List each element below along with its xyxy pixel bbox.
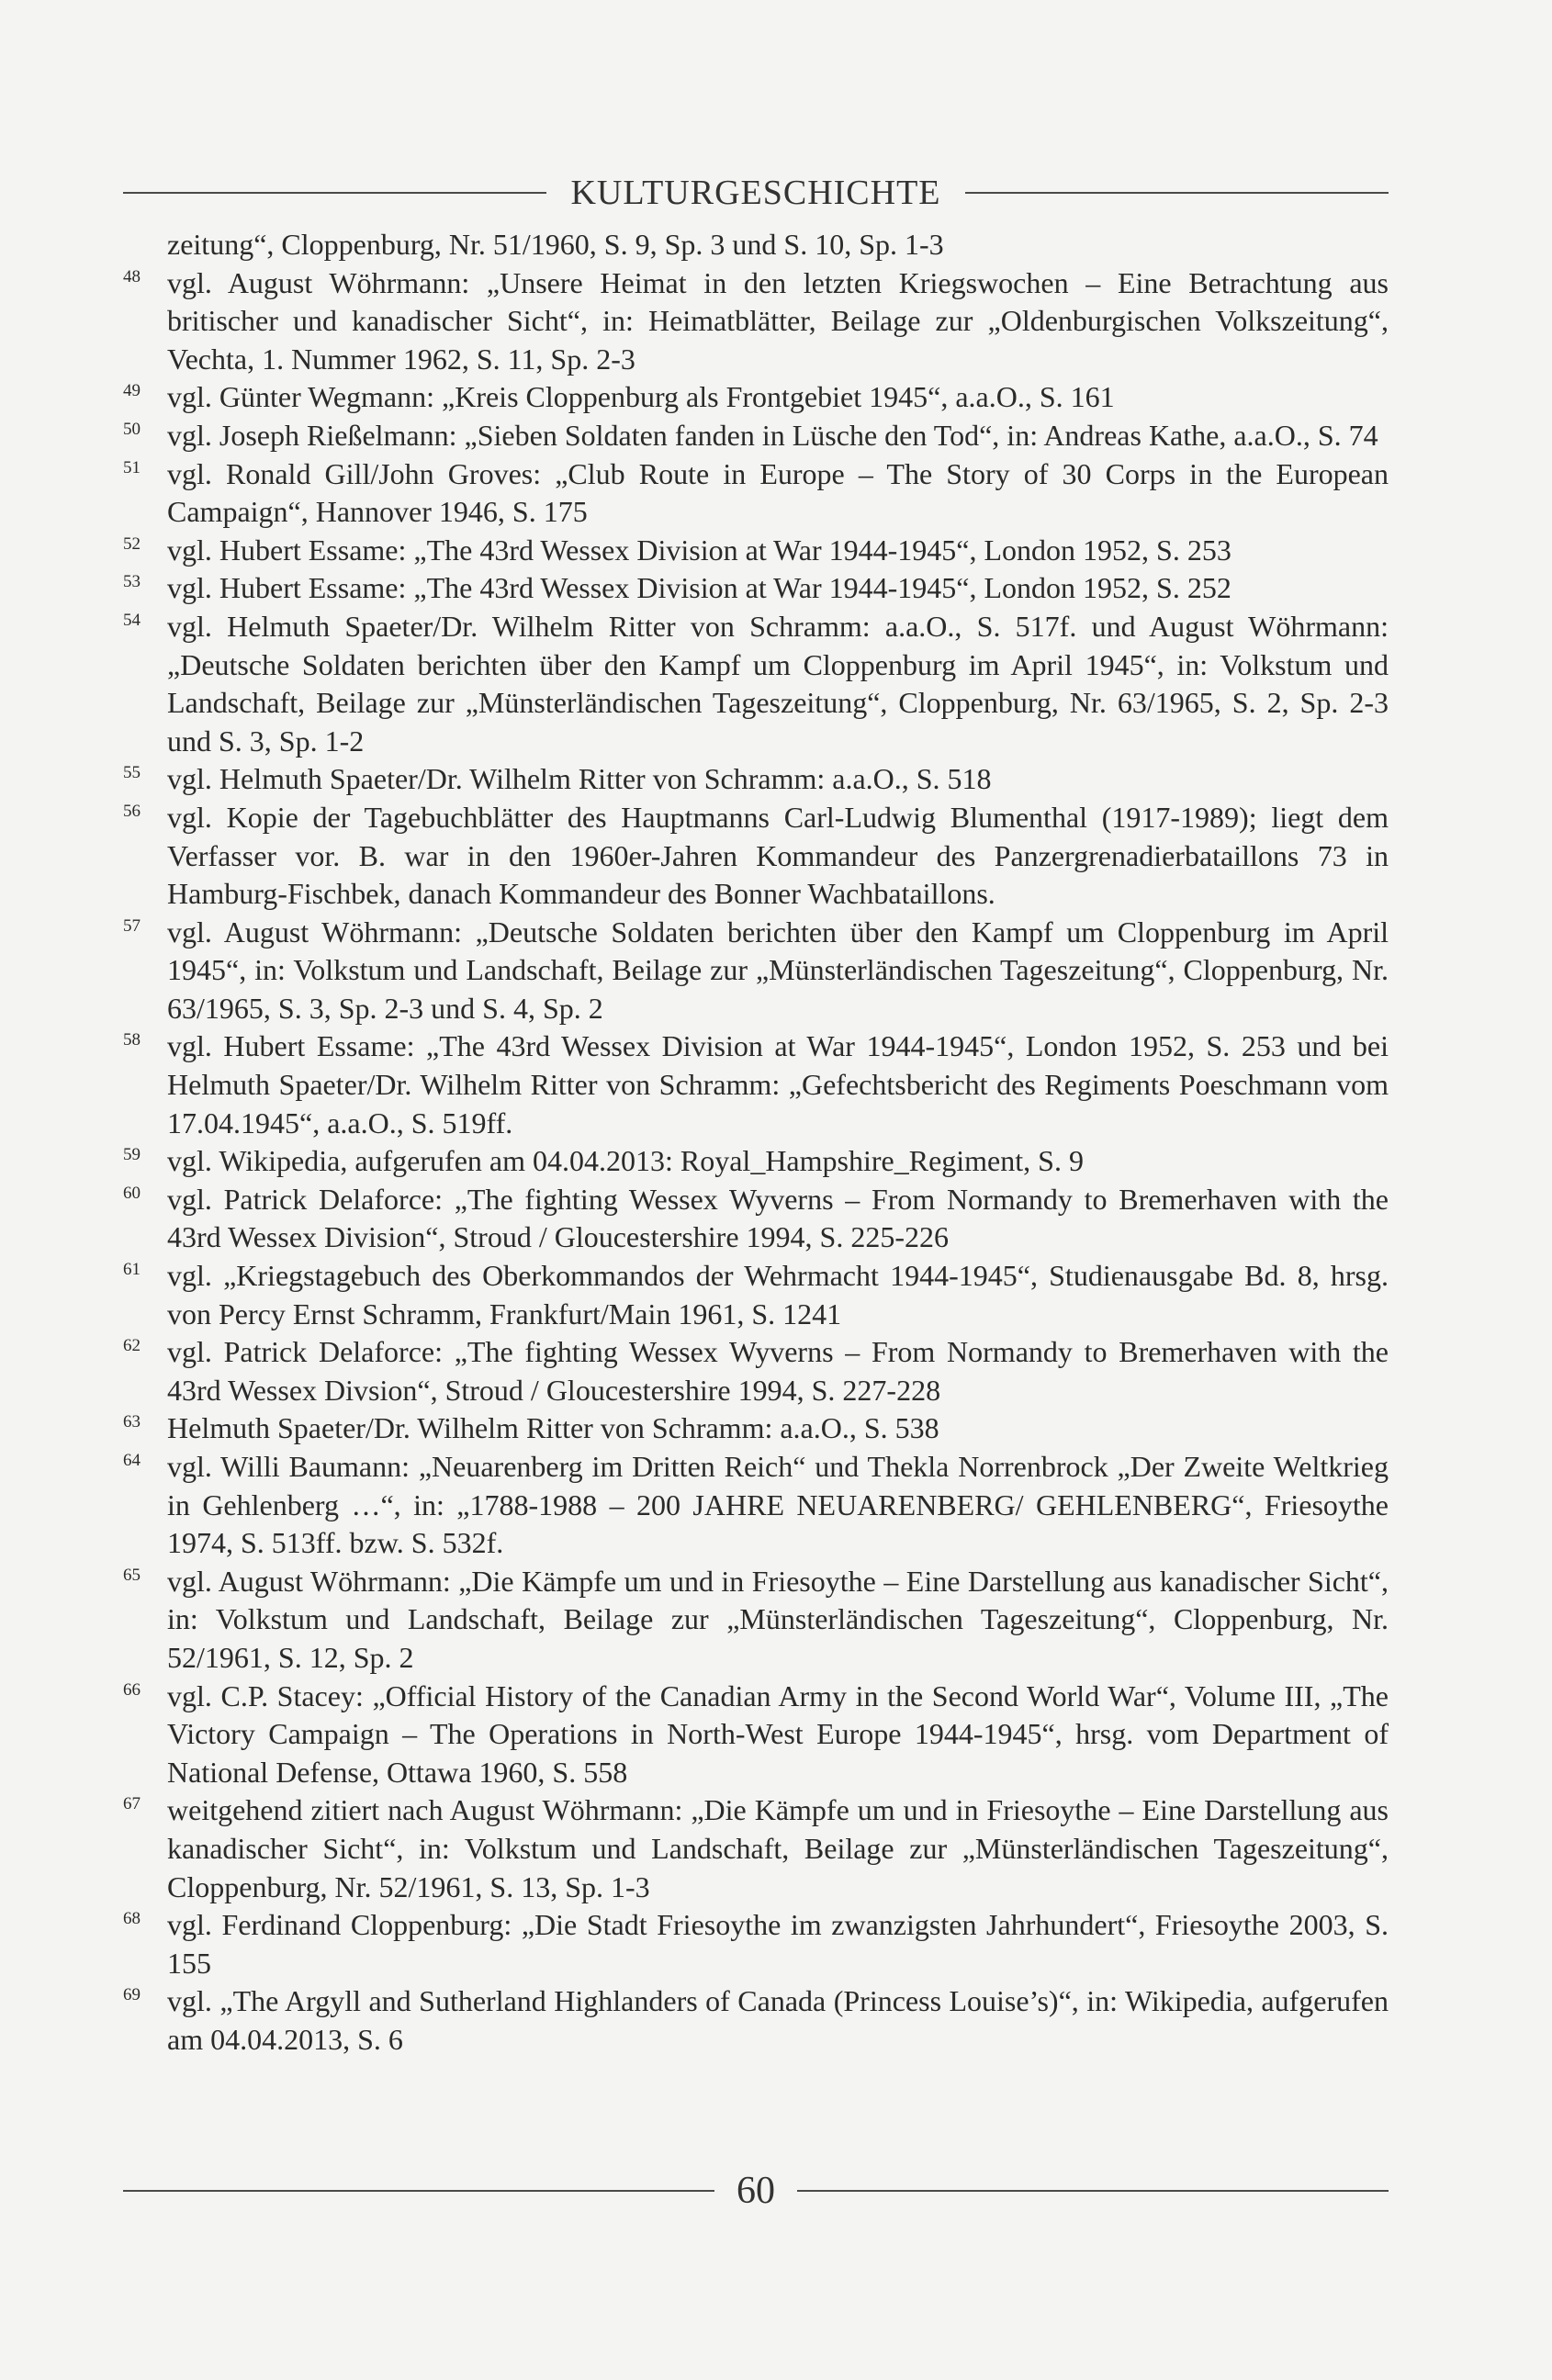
footnote-text: vgl. Günter Wegmann: „Kreis Cloppenburg als Frontgebiet 1945“, a.a.O., S. 161 [167, 380, 1115, 414]
footnote [123, 264, 1389, 379]
footnote-text: vgl. Ronald Gill/John Groves: „Club Route in Europe – The Story of 30 Corps in the European Campaign“, Hannover 1946, S. 175 [167, 456, 1389, 529]
footnote-text: vgl. August Wöhrmann: „Unsere Heimat in den letzten Kriegswochen – Eine Betrachtung aus britischer und kanadischer Sicht“, in: Heimatblätter, Beilage zur „Oldenburgischen Volkszeitung“, Vechta, 1. Nummer 1962, S. 11, Sp. 2-3 [167, 265, 1389, 376]
footnote [123, 417, 1389, 455]
footnote-text: vgl. Hubert Essame: „The 43rd Wessex Division at War 1944-1945“, London 1952, S. 253 und bei Helmuth Spaeter/Dr. Wilhelm Ritter von Schramm: „Gefechtsbericht des Regiments Poeschmann vom 17.04.1945“, a.a.O., S. 519ff. [167, 1029, 1389, 1139]
footnote [123, 608, 1389, 760]
footnote-number: 61 [123, 1260, 141, 1280]
footnote-number: 60 [123, 1183, 141, 1203]
footnote-text: vgl. Hubert Essame: „The 43rd Wessex Division at War 1944-1945“, London 1952, S. 252 [167, 571, 1231, 605]
footnote-text: vgl. „The Argyll and Sutherland Highlanders of Canada (Princess Louise’s)“, in: Wikipedia, aufgerufen am 04.04.2013, S. 6 [167, 1984, 1389, 2056]
footnote-text: weitgehend zitiert nach August Wöhrmann: „Die Kämpfe um und in Friesoythe – Eine Darstellung aus kanadischer Sicht“, in: Volkstum und Landschaft, Beilage zur „Münsterländischen Tageszeitung“, Cloppenburg, Nr. 52/1961, S. 13, Sp. 1-3 [167, 1793, 1389, 1903]
footnote-text: vgl. Ferdinand Cloppenburg: „Die Stadt Friesoythe im zwanzigsten Jahrhundert“, Friesoythe 2003, S. 155 [167, 1908, 1389, 1980]
footnote-number: 53 [123, 572, 141, 592]
footnote-text: vgl. Joseph Rießelmann: „Sieben Soldaten fanden in Lüsche den Tod“, in: Andreas Kathe, a.a.O., S. 74 [167, 418, 1378, 452]
footnote-number: 50 [123, 419, 141, 439]
footnote-number: 67 [123, 1794, 141, 1814]
footnote-number: 54 [123, 610, 141, 630]
footnote [123, 1181, 1389, 1257]
footnote [123, 1027, 1389, 1142]
footnote [123, 1142, 1389, 1181]
footnote [123, 455, 1389, 532]
footnote-text: vgl. Helmuth Spaeter/Dr. Wilhelm Ritter von Schramm: a.a.O., S. 517f. und August Wöhrmann: „Deutsche Soldaten berichten über den Kampf um Cloppenburg im April 1945“, in: Volkstum und Landschaft, Beilage zur „Münsterländischen Tageszeitung“, Cloppenburg, Nr. 63/1965, S. 2, Sp. 2-3 und S. 3, Sp. 1-2 [167, 609, 1389, 758]
footnote-number: 62 [123, 1336, 141, 1356]
footnote-number: 51 [123, 457, 141, 477]
footnote-text: vgl. Helmuth Spaeter/Dr. Wilhelm Ritter von Schramm: a.a.O., S. 518 [167, 762, 992, 796]
footer-rule-right [797, 2190, 1389, 2192]
footnote-number: 69 [123, 1985, 141, 2005]
running-header [123, 169, 1389, 217]
footnote-number: 66 [123, 1679, 141, 1700]
footnote [123, 532, 1389, 570]
section-title: KULTURGESCHICHTE [570, 174, 941, 212]
footnote [123, 799, 1389, 914]
footnote-number: 63 [123, 1412, 141, 1432]
page-number: 60 [737, 2170, 775, 2212]
footnote-text: vgl. „Kriegstagebuch des Oberkommandos der Wehrmacht 1944-1945“, Studienausgabe Bd. 8, hrsg. von Percy Ernst Schramm, Frankfurt/Main 1961, S. 1241 [167, 1259, 1389, 1330]
footnote-number: 58 [123, 1030, 141, 1050]
footnote-continuation [123, 226, 1389, 264]
footnote-number: 49 [123, 381, 141, 401]
footnote-text: vgl. Kopie der Tagebuchblätter des Hauptmanns Carl-Ludwig Blumenthal (1917-1989); liegt dem Verfasser vor. B. war in den 1960er-Jahren Kommandeur des Panzergrenadierbataillons 73 in Hamburg-Fischbek, danach Kommandeur des Bonner Wachbataillons. [167, 800, 1389, 911]
footnote-text: vgl. Hubert Essame: „The 43rd Wessex Division at War 1944-1945“, London 1952, S. 253 [167, 533, 1231, 567]
header-rule-left [123, 192, 546, 194]
footnote [123, 569, 1389, 608]
footnote-text: vgl. Wikipedia, aufgerufen am 04.04.2013: Royal_Hampshire_Regiment, S. 9 [167, 1144, 1084, 1178]
footnote [123, 760, 1389, 799]
footnote-number: 48 [123, 266, 141, 286]
footnote [123, 1982, 1389, 2059]
footnote-text: Helmuth Spaeter/Dr. Wilhelm Ritter von Schramm: a.a.O., S. 538 [167, 1411, 939, 1445]
footer-rule-left [123, 2190, 714, 2192]
footnote-number: 65 [123, 1565, 141, 1585]
footnote-number: 56 [123, 801, 141, 821]
footnote-text: vgl. August Wöhrmann: „Deutsche Soldaten berichten über den Kampf um Cloppenburg im April 1945“, in: Volkstum und Landschaft, Beilage zur „Münsterländischen Tageszeitung“, Cloppenburg, Nr. 63/1965, S. 3, Sp. 2-3 und S. 4, Sp. 2 [167, 915, 1389, 1025]
footnote-text: vgl. Patrick Delaforce: „The fighting Wessex Wyverns – From Normandy to Bremerhaven with the 43rd Wessex Division“, Stroud / Gloucestershire 1994, S. 225-226 [167, 1182, 1389, 1254]
footnote-number: 68 [123, 1909, 141, 1929]
footnote-text: vgl. August Wöhrmann: „Die Kämpfe um und in Friesoythe – Eine Darstellung aus kanadischer Sicht“, in: Volkstum und Landschaft, Beilage zur „Münsterländischen Tageszeitung“, Cloppenburg, Nr. 52/1961, S. 12, Sp. 2 [167, 1564, 1389, 1674]
footnote-number: 64 [123, 1451, 141, 1470]
footnote-number: 59 [123, 1145, 141, 1165]
footnote-number: 55 [123, 763, 141, 783]
footnotes-list [123, 226, 1389, 2060]
footnote-number: 52 [123, 533, 141, 554]
footnote [123, 1409, 1389, 1448]
footnote [123, 914, 1389, 1028]
header-rule-right [965, 192, 1389, 194]
footnote [123, 378, 1389, 417]
footnote-text: vgl. C.P. Stacey: „Official History of the Canadian Army in the Second World War“, Volume III, „The Victory Campaign – The Operations in North-West Europe 1944-1945“, hrsg. vom Department of National Defense, Ottawa 1960, S. 558 [167, 1678, 1389, 1789]
footnote [123, 1791, 1389, 1906]
footnote [123, 1257, 1389, 1333]
footnote-number: 57 [123, 915, 141, 936]
footnote [123, 1678, 1389, 1792]
footnote-text: vgl. Willi Baumann: „Neuarenberg im Dritten Reich“ und Thekla Norrenbrock „Der Zweite Weltkrieg in Gehlenberg …“, in: „1788-1988 – 200 JAHRE NEUARENBERG/ GEHLENBERG“, Friesoythe 1974, S. 513ff. bzw. S. 532f. [167, 1450, 1389, 1560]
page-footer [123, 2163, 1389, 2218]
footnote-text: zeitung“, Cloppenburg, Nr. 51/1960, S. 9, Sp. 3 und S. 10, Sp. 1-3 [167, 228, 944, 261]
footnote [123, 1333, 1389, 1409]
footnote [123, 1448, 1389, 1563]
footnote [123, 1906, 1389, 1982]
footnote-text: vgl. Patrick Delaforce: „The fighting Wessex Wyverns – From Normandy to Bremerhaven with the 43rd Wessex Divsion“, Stroud / Gloucestershire 1994, S. 227-228 [167, 1335, 1389, 1407]
footnote [123, 1563, 1389, 1678]
